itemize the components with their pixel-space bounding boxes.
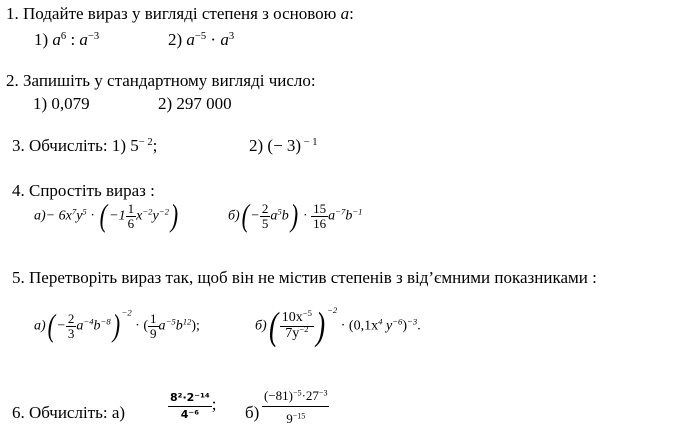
task-3-item-1: 3. Обчисліть: 1) $5^{- 2}$;: [12, 136, 158, 155]
task-6-label-b: б): [245, 403, 260, 422]
fraction-2-5: $\frac{2}{5}$: [261, 201, 269, 231]
left-paren: (: [100, 197, 108, 234]
task-6-expression-b: [262, 389, 329, 425]
left-paren: (: [268, 304, 278, 348]
fraction-a: $\frac{\text{8²·2⁻¹⁴}}{\text{4⁻⁶}}$: [170, 391, 210, 421]
task-2-value-2: 2) 297 000: [158, 94, 232, 113]
right-paren: ): [170, 197, 179, 234]
left-paren: (: [241, 197, 249, 234]
task-5-expression-a: а)( − $\frac{2}{3}$ $a^{-4}b^{-8}$) $^{-2}$ · ( $\frac{1}{9}$ $a^{-5}b^{12}$);: [34, 307, 200, 344]
task-4-expression-a: $а)- 6x^7y^5$ · ( −1 $\frac{1}{6}$ $x^{-2}y^{-2}$): [34, 197, 179, 234]
variable-a: a: [340, 4, 350, 23]
left-paren: (: [47, 307, 55, 344]
right-paren: ): [290, 197, 298, 234]
task-1-item-2: 2) $a^{-5} \cdot a^3$: [168, 30, 235, 49]
task-3-item-2: 2) (− 3) $^{- 1}$: [249, 136, 318, 155]
fraction-10x-7y: $\frac{10x^{-5}}{7y^{-2}}$: [281, 308, 312, 341]
task-1-prompt: 1. Подайте вираз у вигляді степеня з основою a:: [6, 4, 354, 23]
fraction-2-3: $\frac{2}{3}$: [67, 311, 75, 341]
task-1-item-1: 1) $a^6$ : $a^{-3}$: [34, 30, 100, 49]
task-6-expression-a: $\frac{\text{8²·2⁻¹⁴}}{\text{4⁻⁶}}$ ;: [170, 391, 217, 421]
task-2-prompt: 2. Запишіть у стандартному вигляді число:: [6, 71, 316, 90]
task-4-prompt: 4. Спростіть вираз :: [12, 181, 155, 200]
right-paren: ): [112, 307, 120, 344]
task-2-value-1: 1) 0,079: [33, 94, 90, 113]
task-5-prompt: 5. Перетворіть вираз так, щоб він не містив степенів з від’ємними показниками :: [12, 268, 597, 287]
fraction-b: $\frac{(-81)^{-5}\cdot 27^{-3}}{9^{-15}}$: [264, 388, 328, 426]
right-paren: ): [315, 304, 326, 348]
fraction-1-9: $\frac{1}{9}$: [150, 311, 157, 341]
fraction-1-6: $\frac{1}{6}$: [127, 201, 135, 231]
task-6-prompt: 6. Обчисліть: а): [12, 403, 126, 422]
task-4-expression-b: б)( − $\frac{2}{5}$ $a^5b$) · $\frac{15}{16}$ $a^{-7}b^{-1}$: [228, 197, 363, 234]
task-5-expression-b: б)( $\frac{10x^{-5}}{7y^{-2}}$ ) $^{-2} \cdot (0,1x^4$ $y^{-6})^{-3}$.: [255, 304, 421, 348]
fraction-15-16: $\frac{15}{16}$: [313, 201, 327, 231]
